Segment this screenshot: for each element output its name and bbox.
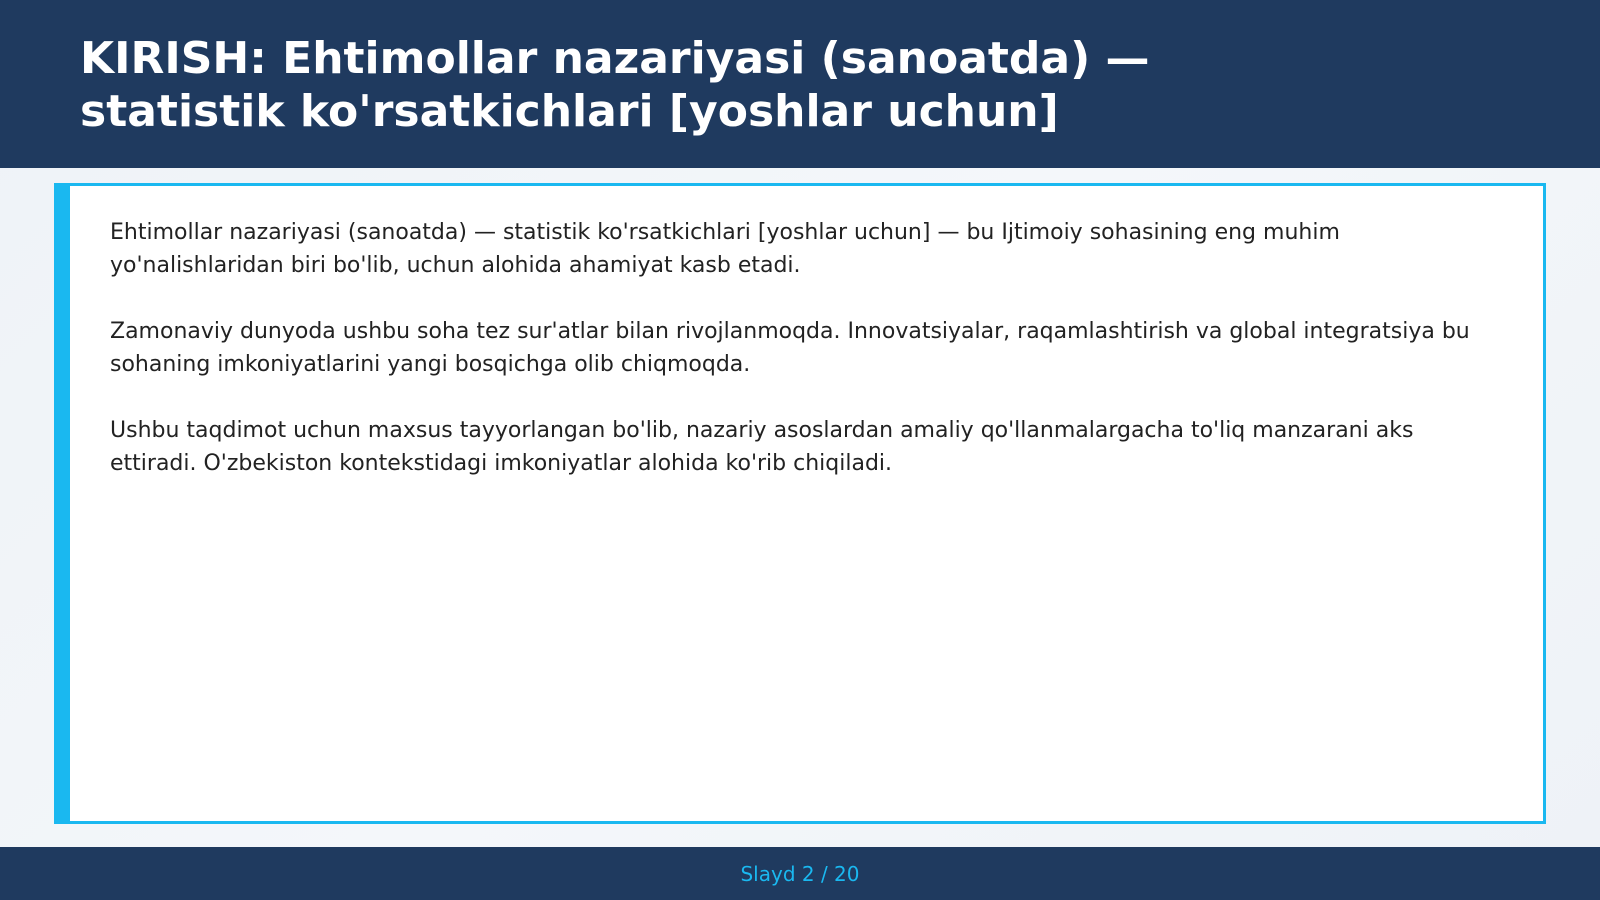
paragraph-modern-world: Zamonaviy dunyoda ushbu soha tez sur'atlar bilan rivojlanmoqda. Innovatsiyalar, raqamlashtirish va global integratsiya bu sohaning imkoniyatlarini yangi bosqichga olib chiqmoqda. xyxy=(110,319,1470,377)
paragraph-intro: Ehtimollar nazariyasi (sanoatda) — statistik ko'rsatkichlari [yoshlar uchun] — bu Ijtimoiy sohasining eng muhim yo'nalishlaridan biri bo'lib, uchun alohida ahamiyat kasb etadi. xyxy=(110,220,1340,278)
slide-title: KIRISH: Ehtimollar nazariyasi (sanoatda) — statistik ko'rsatkichlari [yoshlar uchun] xyxy=(80,33,1150,137)
slide-footer xyxy=(0,847,1600,900)
slide-number: Slayd 2 / 20 xyxy=(740,861,860,886)
slide-header xyxy=(0,0,1600,168)
content-box xyxy=(54,183,1546,824)
paragraph-presentation-purpose: Ushbu taqdimot uchun maxsus tayyorlangan bo'lib, nazariy asoslardan amaliy qo'llanmalargacha to'liq manzarani aks ettiradi. O'zbekiston kontekstidagi imkoniyatlar alohida ko'rib chiqiladi. xyxy=(110,418,1414,476)
